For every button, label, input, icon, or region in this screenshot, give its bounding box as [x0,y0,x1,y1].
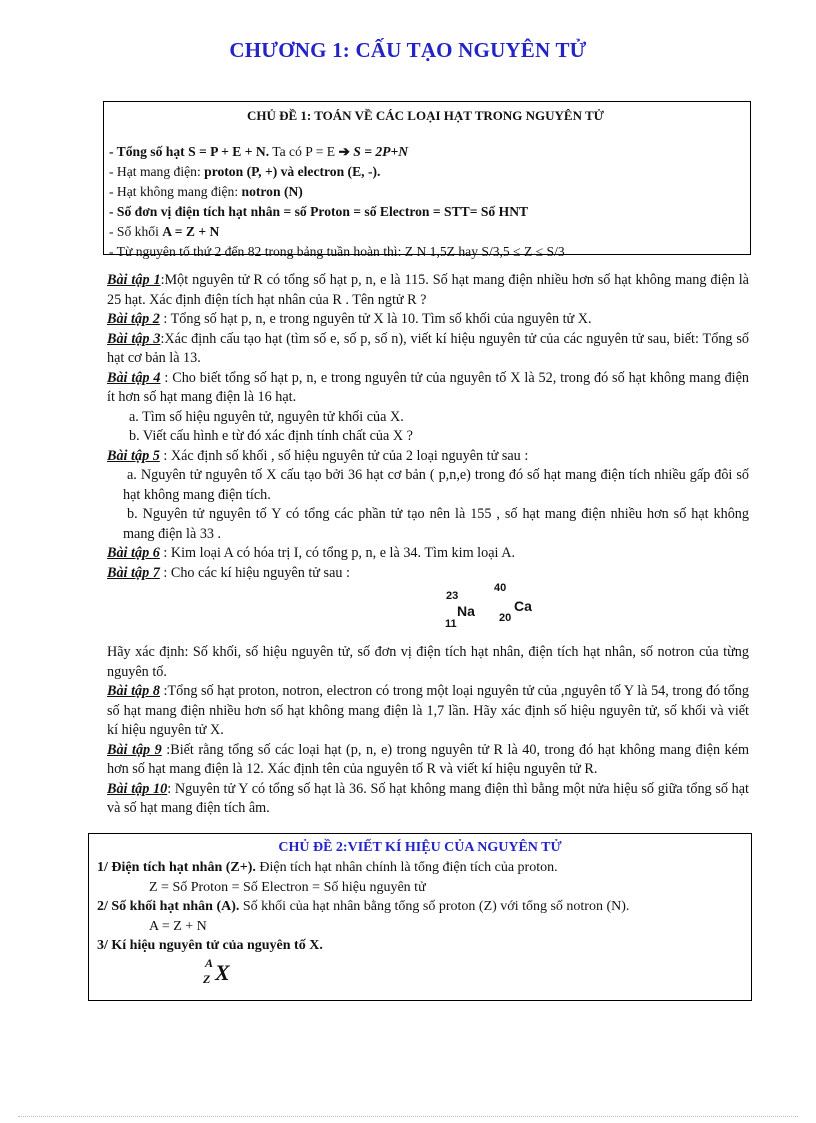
exercise-4-text: : Cho biết tổng số hạt p, n, e trong nguyên tử của nguyên tố X là 52, trong đó số hạt không mang điện ít hơn số hạt mang điện là 16 hạt. [107,369,749,405]
exercise-7 [107,564,749,584]
exercise-2 [107,310,749,330]
exercise-4-label: Bài tập 4 [107,369,161,386]
exercise-10-text: : Nguyên tử Y có tổng số hạt là 36. Số hạt không mang điện thì bằng một nửa hiệu số giữa tổng số hạt và số hạt mang điện tích âm. [107,780,749,816]
mass-number-formula: A = Z + N [162,224,220,239]
exercise-9-text: :Biết rằng tổng số các loại hạt (p, n, e) trong nguyên tử R là 40, trong đó hạt không mang điện kém hơn số hạt mang điện là 12. Xác định tên của nguyên tố R và viết kí hiệu nguyên tử R. [107,741,749,777]
topic1-line-charged [109,162,742,182]
exercise-4-part-b: b. Viết cấu hình e từ đó xác định tính chất của X ? [129,428,413,444]
notation-atomic-number: Z [203,971,211,986]
exercise-6-text: : Kim loại A có hóa trị I, có tổng p, n, e là 34. Tìm kim loại A. [159,545,515,561]
topic2-item-2 [97,897,743,917]
exercise-6-label: Bài tập 6 [107,545,160,561]
exercise-3-text: :Xác định cấu tạo hạt (tìm số e, số p, số n), viết kí hiệu nguyên tử của các nguyên tử sau, biết: Tổng số hạt cơ bản là 13. [107,330,749,366]
exercise-8-text: :Tổng số hạt proton, notron, electron có trong một loại nguyên tử của ,nguyên tố Y là 54, trong đó tổng số hạt mang điện nhiều hơn số hạt không mang điện là 1,7 lần. Hãy xác định số hiệu nguyên tử, số khối và viết kí hiệu nguyên tử X. [107,683,749,738]
exercise-3-label: Bài tập 3 [107,330,161,347]
charged-label: - Hạt mang điện: [109,164,205,179]
atomic-notation [205,956,743,992]
topic1-line-total [109,142,742,162]
topic1-box [103,101,751,259]
exercise-7-question: Hãy xác định: Số khối, số hiệu nguyên tử, số đơn vị điện tích hạt nhân, điện tích hạt nhân, số notron của từng nguyên tố. [107,644,749,680]
topic2-item-3: 3/ Kí hiệu nguyên tử của nguyên tố X. [97,938,323,953]
ca-symbol: Ca [514,598,532,614]
topic1-line-charge-units: - Số đơn vị điện tích hạt nhân = số Proton = số Electron = STT= Số HNT [109,204,529,219]
na-mass-number: 23 [446,590,459,602]
topic1-line-neutral [109,182,742,202]
topic2-item-1-formula: Z = Số Proton = Số Electron = Số hiệu nguyên tử [149,879,426,895]
topic1-line-range: - Từ nguyên tố thứ 2 đến 82 trong bảng tuần hoàn thì: Z N 1,5Z hay S/3,5 ≤ Z ≤ S/3 [109,244,565,259]
total-formula: - Tổng số hạt S = P + E + N. [109,144,270,159]
na-atomic-number: 11 [445,618,457,630]
exercise-8-label: Bài tập 8 [107,683,160,699]
exercise-1-label: Bài tập 1 [107,272,161,288]
ca-atomic-number: 20 [499,612,512,624]
exercise-4 [107,369,749,408]
topic1-line-mass-number [109,222,742,242]
total-note: Ta có P = E [269,144,339,159]
exercise-2-text: : Tổng số hạt p, n, e trong nguyên tử X là 10. Tìm số khối của nguyên tử X. [159,311,592,327]
topic2-item-1-text: Điện tích hạt nhân chính là tổng điện tích của proton. [255,860,558,875]
page-title: CHƯƠNG 1: CẤU TẠO NGUYÊN TỬ [229,38,587,62]
topic1-title: CHỦ ĐỀ 1: TOÁN VỀ CÁC LOẠI HẠT TRONG NGUYÊN TỬ [246,108,605,123]
exercise-5 [107,447,749,467]
topic2-item-2-heading: 2/ Số khối hạt nhân (A). [97,899,240,914]
exercise-2-label: Bài tập 2 [107,311,160,327]
topic2-item-2-text: Số khối của hạt nhân bằng tổng số proton (Z) với tổng số notron (N). [239,899,630,914]
topic2-item-1 [97,858,743,878]
mass-number-label: - Số khối [109,224,163,239]
exercise-7-text: : Cho các kí hiệu nguyên tử sau : [159,564,350,581]
exercise-5-text: : Xác định số khối , số hiệu nguyên tử của 2 loại nguyên tử sau : [159,447,529,464]
topic2-box [88,833,752,1001]
exercise-9-label: Bài tập 9 [107,741,162,758]
na-symbol: Na [457,603,475,619]
exercise-10-label: Bài tập 10 [107,780,168,797]
exercise-5-label: Bài tập 5 [107,447,160,464]
exercise-1-text: :Một nguyên tử R có tổng số hạt p, n, e là 115. Số hạt mang điện nhiều hơn số hạt không mang điện là 25 hạt. Xác định điện tích hạt nhân của R . Tên ngtử R ? [107,272,749,308]
exercise-5-part-b: b. Nguyên tử nguyên tố Y có tổng các phần tử tạo nên là 155 , số hạt mang điện nhiều hơn số hạt không mang điện là 33 . [123,506,749,542]
notation-mass-number: A [205,955,214,970]
total-derived-formula: S = 2P+N [349,144,409,159]
isotope-symbols [107,582,749,635]
exercise-9 [107,741,749,780]
exercise-5-part-a: a. Nguyên tử nguyên tố X cấu tạo bởi 36 hạt cơ bản ( p,n,e) trong đó số hạt mang điện tích nhiều gấp đôi số hạt không mang điện tích. [123,467,749,503]
ca-mass-number: 40 [494,582,507,594]
neutral-value: notron (N) [241,184,303,199]
neutral-label: - Hạt không mang điện: [109,184,242,199]
topic2-item-1-heading: 1/ Điện tích hạt nhân (Z+). [97,860,256,875]
topic2-item-2-formula: A = Z + N [149,918,207,934]
topic2-title: CHỦ ĐỀ 2:VIẾT KÍ HIỆU CỦA NGUYÊN TỬ [278,840,562,855]
exercise-8 [107,682,749,741]
arrow-right-icon: ➔ [338,144,350,159]
exercise-7-label: Bài tập 7 [107,564,160,581]
exercise-10 [107,780,749,819]
exercise-6 [107,544,749,564]
exercise-4-part-a: a. Tìm số hiệu nguyên tử, nguyên tử khối của X. [129,408,404,425]
charged-value: proton (P, +) và electron (E, -). [204,164,381,179]
exercise-1 [107,271,749,310]
exercise-list [107,271,749,819]
exercise-3 [107,330,749,369]
page-bottom-divider [18,1116,798,1117]
notation-symbol: X [215,959,230,985]
